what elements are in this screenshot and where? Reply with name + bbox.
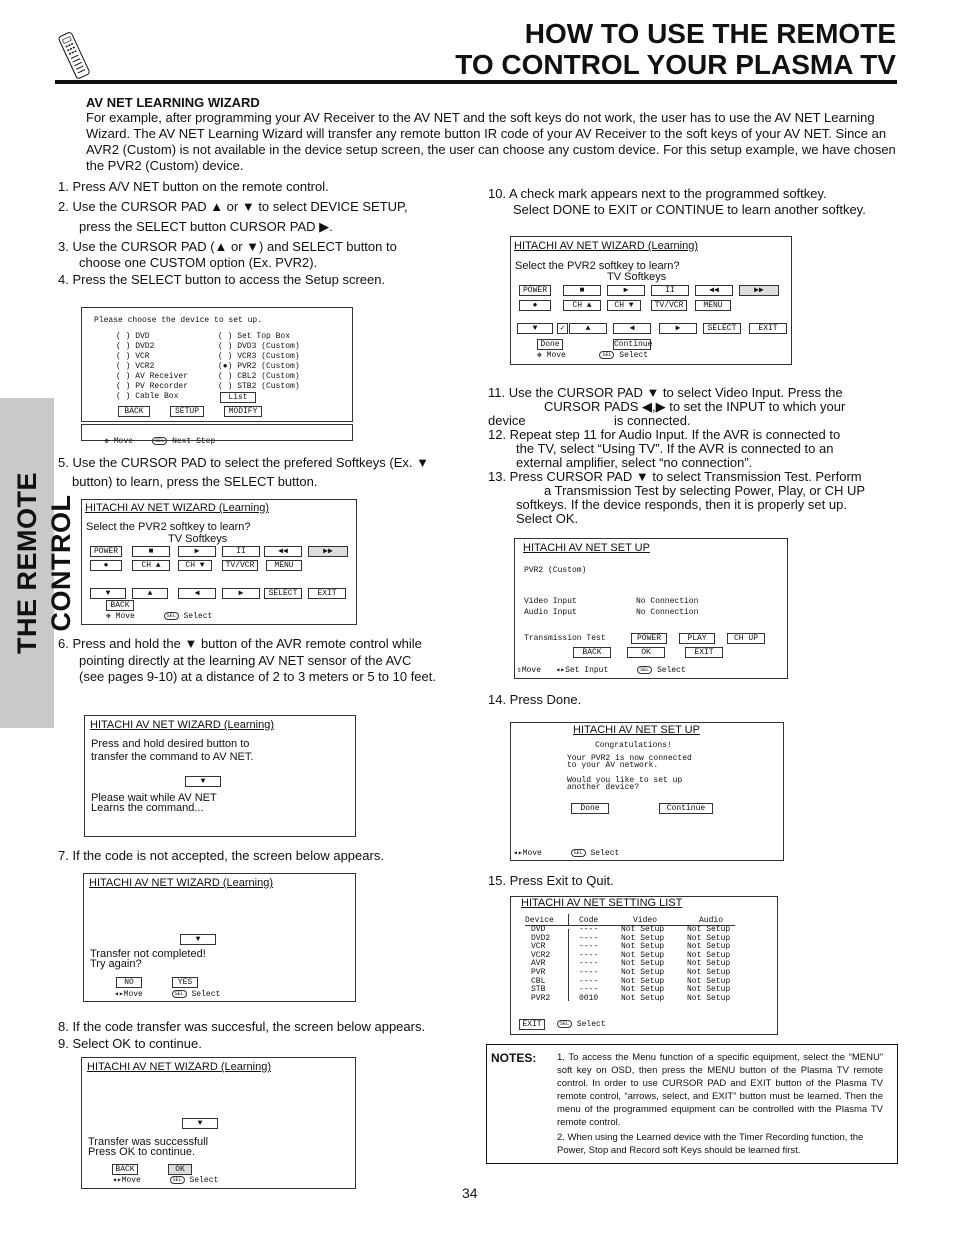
wait-line-2: Learns the command... (91, 802, 204, 814)
exit-key[interactable]: EXIT (749, 323, 787, 334)
left-key[interactable]: ◀ (178, 588, 216, 599)
done-button[interactable]: Done (537, 339, 563, 350)
nav-select: Select (619, 351, 649, 360)
step-11-device: device (488, 413, 526, 428)
step-12: 12. Repeat step 11 for Audio Input. If the AVR is connected to (488, 427, 841, 442)
audio-column: Not Setup Not Setup Not Setup Not Setup Not Setup Not Setup Not Setup Not Setup Not Setup (687, 925, 731, 1003)
continue-button[interactable]: Continue (614, 340, 653, 349)
record-key[interactable]: ● (90, 560, 122, 571)
sel-icon: SEL (637, 666, 652, 674)
device-list-left[interactable]: ( ) DVD ( ) DVD2 ( ) VCR ( ) VCR2 ( ) AV Receiver ( ) PV Recorder ( ) Cable Box (116, 332, 189, 401)
down-key[interactable]: ▼ (517, 323, 553, 334)
header-device: Device (525, 916, 554, 925)
nav-move: Move (522, 849, 542, 858)
right-key[interactable]: ▶ (222, 588, 260, 599)
sel-icon: SEL (571, 849, 586, 857)
stop-key[interactable]: ■ (132, 546, 170, 557)
screen-caption: HITACHI AV NET SET UP (573, 724, 700, 736)
step-5-cont: button) to learn, press the SELECT button. (72, 474, 318, 489)
move-icon: ✥ (106, 612, 111, 621)
page-number: 34 (462, 1185, 478, 1201)
play-key[interactable]: ▶ (178, 546, 216, 557)
screen-caption: HITACHI AV NET WIZARD (Learning) (514, 240, 698, 252)
column-divider (568, 929, 569, 1001)
ok-button[interactable]: OK (627, 647, 665, 658)
power-key[interactable]: POWER (90, 546, 122, 557)
ch-up-test-button[interactable]: CH UP (727, 633, 765, 644)
screen-caption: HITACHI AV NET WIZARD (Learning) (85, 502, 269, 514)
no-button[interactable]: NO (116, 977, 142, 988)
sel-icon: SEL (152, 437, 167, 445)
step-12-cont: the TV, select “Using TV”. If the AVR is connected to an (516, 441, 834, 456)
nav-move: Move (113, 437, 134, 446)
step-3: 3. Use the CURSOR PAD (▲ or ▼) and SELECT button to (58, 239, 397, 254)
nav-select: Select (191, 990, 221, 999)
step-14: 14. Press Done. (488, 692, 582, 707)
back-key[interactable]: BACK (106, 600, 134, 611)
nav-select: Select (189, 1176, 219, 1185)
continue-button[interactable]: Continue (659, 803, 713, 814)
device-nav-bar (81, 424, 353, 446)
yes-button[interactable]: YES (172, 977, 198, 988)
congrats-text: Congratulations! (595, 741, 672, 750)
setup-button[interactable]: SETUP (170, 406, 204, 417)
sel-icon: SEL (170, 1176, 185, 1184)
another-device-text: Would you like to set up another device? (567, 776, 683, 792)
screen-caption: HITACHI AV NET SET UP (523, 542, 650, 554)
nav-next: Next Step (172, 437, 216, 446)
screen-caption: HITACHI AV NET WIZARD (Learning) (89, 877, 273, 889)
pause-key[interactable]: II (651, 285, 689, 296)
transfer-failed-screen (83, 873, 356, 1002)
arrow-key: ▼ (182, 1118, 218, 1129)
step-2-cont: press the SELECT button CURSOR PAD ▶. (79, 219, 333, 234)
list-button[interactable]: List (220, 392, 256, 403)
sel-icon: SEL (557, 1020, 572, 1028)
step-13-cont: a Transmission Test by selecting Power, Play, or CH UP (544, 483, 866, 498)
up-down-icon: ⇕ (517, 666, 522, 675)
audio-input-value[interactable]: No Connection (636, 608, 699, 617)
pause-key[interactable]: II (222, 546, 260, 557)
tv-vcr-key[interactable]: TV/VCR (651, 300, 687, 311)
audio-input-label[interactable]: Audio Input (524, 608, 577, 617)
tv-vcr-key[interactable]: TV/VCR (222, 560, 258, 571)
header-code: Code (579, 916, 599, 925)
video-input-value[interactable]: No Connection (636, 597, 699, 606)
stop-key[interactable]: ■ (563, 285, 601, 296)
screen-caption: HITACHI AV NET WIZARD (Learning) (87, 1061, 271, 1073)
nav-set-input: Set Input (565, 666, 609, 675)
screen-caption: HITACHI AV NET WIZARD (Learning) (90, 719, 274, 731)
sel-icon: SEL (599, 351, 614, 359)
step-9: 9. Select OK to continue. (58, 1036, 202, 1051)
header-audio: Audio (699, 916, 724, 925)
transmission-test-label: Transmission Test (524, 634, 606, 643)
modify-button[interactable]: MODIFY (224, 406, 262, 417)
nav-select: Select (590, 849, 620, 858)
screen-caption: HITACHI AV NET SETTING LIST (521, 897, 683, 909)
record-key[interactable]: ● (519, 300, 551, 311)
up-key[interactable]: ▲ (569, 323, 607, 334)
nav-move: Move (123, 990, 143, 999)
power-key[interactable]: POWER (519, 285, 551, 296)
exit-button[interactable]: EXIT (519, 1019, 545, 1030)
step-11-cont: CURSOR PADS ◀,▶ to set the INPUT to which your (544, 399, 846, 414)
menu-key[interactable]: MENU (266, 560, 302, 571)
left-right-icon: ◂▸ (513, 849, 523, 858)
step-11: 11. Use the CURSOR PAD ▼ to select Video Input. Press the (488, 385, 843, 400)
title-line-2: TO CONTROL YOUR PLASMA TV (455, 49, 896, 80)
check-mark-icon: ✓ (557, 323, 568, 334)
section-heading: AV NET LEARNING WIZARD (86, 95, 260, 110)
video-input-label[interactable]: Video Input (524, 597, 577, 606)
device-list-right[interactable]: ( ) Set Top Box ( ) DVD3 (Custom) ( ) VCR3 (Custom) (●) PVR2 (Custom) ( ) CBL2 (Custom) ( ) STB2 (Custom) (218, 332, 300, 391)
device-setup-screen (81, 307, 353, 422)
left-right-icon: ◂▸ (112, 1176, 122, 1185)
exit-key[interactable]: EXIT (308, 588, 346, 599)
header-rule (55, 80, 897, 84)
wait-line-1: Please wait while AV NET (91, 792, 217, 804)
title-line-1: HOW TO USE THE REMOTE (524, 18, 896, 49)
step-13: 13. Press CURSOR PAD ▼ to select Transmission Test. Perform (488, 469, 862, 484)
softkey-label: TV Softkeys (607, 271, 667, 283)
note-2: 2. When using the Learned device with the Timer Recording function, the Power, Stop and Record soft Keys should be learned first. (557, 1132, 864, 1156)
fail-line-1: Transfer not completed! (90, 948, 206, 960)
code-column: ---- ---- ---- ---- ---- ---- ---- ---- 0010 (579, 925, 599, 1003)
step-5: 5. Use the CURSOR PAD to select the prefered Softkeys (Ex. ▼ (58, 455, 429, 470)
video-column: Not Setup Not Setup Not Setup Not Setup Not Setup Not Setup Not Setup Not Setup Not Setup (621, 925, 665, 1003)
back-button[interactable]: BACK (118, 406, 150, 417)
remote-control-icon (55, 30, 95, 80)
page-title (296, 18, 896, 80)
step-15: 15. Press Exit to Quit. (488, 873, 614, 888)
learning-screen (84, 715, 356, 837)
play-key[interactable]: ▶ (607, 285, 645, 296)
menu-key[interactable]: MENU (695, 300, 731, 311)
fastforward-key[interactable]: ▶▶ (308, 546, 348, 557)
nav-select: Select (576, 1020, 606, 1030)
step-6-cont: pointing directly at the learning AV NET sensor of the AVC (79, 653, 412, 668)
success-line-1: Transfer was successfull (88, 1136, 209, 1148)
select-key[interactable]: SELECT (264, 588, 302, 599)
step-10-cont: Select DONE to EXIT or CONTINUE to learn another softkey. (513, 202, 866, 217)
device-prompt: Please choose the device to set up. (94, 316, 263, 325)
nav-move: Move (521, 666, 542, 675)
transfer-success-screen (81, 1057, 356, 1189)
step-10: 10. A check mark appears next to the programmed softkey. (488, 186, 827, 201)
device-name: PVR2 (Custom) (524, 566, 587, 575)
note-1: 1. To access the Menu function of a specific equipment, select the “MENU” soft key on OSD, then press the MENU button of the Plasma TV remote control. In order to use CURSOR PAD and EXIT button of the Plasma TV remote control, “arrows, select, and EXIT” button must be learned. Then the menu of the programmed equipment can be controlled with the Plasma TV remote control. (557, 1052, 883, 1128)
left-key[interactable]: ◀ (613, 323, 651, 334)
success-line-2: Press OK to continue. (88, 1146, 195, 1158)
sel-icon: SEL (164, 612, 179, 620)
ch-down-key[interactable]: CH ▼ (178, 560, 212, 571)
device-column: DVD DVD2 VCR VCR2 AVR PVR CBL STB PVR2 (531, 925, 551, 1003)
av-net-setup-screen (514, 538, 788, 679)
step-1: 1. Press A/V NET button on the remote control. (58, 179, 329, 194)
power-test-button[interactable]: POWER (631, 633, 667, 644)
step-3-cont: choose one CUSTOM option (Ex. PVR2). (79, 255, 318, 270)
move-icon: ✥ (104, 437, 110, 446)
step-13-cont-3: Select OK. (516, 511, 579, 526)
step-7: 7. If the code is not accepted, the screen below appears. (58, 848, 384, 863)
connected-text: Your PVR2 is now connected to your AV network. (567, 754, 692, 770)
step-13-cont-2: softkeys. If the device responds, then it is properly set up. (516, 497, 847, 512)
select-key[interactable]: SELECT (703, 323, 741, 334)
nav-move: Move (546, 351, 566, 360)
learn-line-2: transfer the command to AV NET. (91, 751, 254, 763)
setup-complete-screen (510, 722, 784, 861)
softkey-prompt: Select the PVR2 softkey to learn? (86, 521, 251, 533)
step-6-cont-2: (see pages 9-10) at a distance of 2 to 3 meters or 5 to 10 feet. (79, 669, 436, 684)
learn-line-1: Press and hold desired button to (91, 738, 250, 750)
nav-move: Move (121, 1176, 141, 1185)
step-4: 4. Press the SELECT button to access the Setup screen. (58, 272, 386, 287)
ok-button[interactable]: OK (168, 1164, 192, 1175)
exit-button[interactable]: EXIT (685, 647, 723, 658)
up-key[interactable]: ▲ (132, 588, 168, 599)
done-button[interactable]: Done (571, 803, 609, 814)
rewind-key[interactable]: ◀◀ (264, 546, 302, 557)
ch-down-key[interactable]: CH ▼ (607, 300, 641, 311)
setting-list-screen (510, 896, 778, 1035)
step-6: 6. Press and hold the ▼ button of the AVR remote control while (58, 636, 422, 651)
arrow-key: ▼ (180, 934, 216, 945)
side-tab-label: THE REMOTE CONTROL (12, 472, 76, 655)
softkey-prompt: Select the PVR2 softkey to learn? (515, 260, 680, 272)
header-video: Video (633, 916, 658, 925)
step-12-cont-2: external amplifier, select “no connection”. (516, 455, 753, 470)
back-button[interactable]: BACK (573, 647, 611, 658)
step-2: 2. Use the CURSOR PAD ▲ or ▼ to select DEVICE SETUP, (58, 199, 408, 214)
nav-move: Move (115, 612, 135, 621)
nav-select: Select (656, 666, 686, 675)
fail-line-2: Try again? (90, 958, 142, 970)
move-icon: ✥ (537, 351, 542, 360)
down-key[interactable]: ▼ (90, 588, 126, 599)
left-right-icon: ◂▸ (114, 990, 124, 999)
right-key[interactable]: ▶ (659, 323, 697, 334)
ch-up-key[interactable]: CH ▲ (563, 300, 601, 311)
softkey-learn-screen (81, 499, 357, 625)
softkey-checked-screen (510, 236, 792, 365)
back-button[interactable]: BACK (112, 1164, 138, 1175)
nav-select: Select (183, 612, 213, 621)
play-test-button[interactable]: PLAY (679, 633, 715, 644)
step-8: 8. If the code transfer was succesful, the screen below appears. (58, 1019, 426, 1034)
fastforward-key[interactable]: ▶▶ (739, 285, 779, 296)
intro-paragraph: For example, after programming your AV Receiver to the AV NET and the soft keys do not work, the user has to use the AV NET Learning Wizard. The AV NET Learning Wizard will transfer any remote button IR code of your AV Receiver to the soft keys of your AV NET. Since an AVR2 (Custom) is not available in the device setup screen, the user can choose any custom device. For this setup example, we have chosen the PVR2 (Custom) device. (86, 110, 896, 173)
arrow-key: ▼ (185, 776, 221, 787)
softkey-label: TV Softkeys (168, 533, 228, 545)
notes-label: NOTES: (491, 1051, 537, 1065)
left-right-icon: ◂▸ (555, 666, 566, 675)
sel-icon: SEL (172, 990, 187, 998)
step-11-end: is connected. (614, 413, 691, 428)
ch-up-key[interactable]: CH ▲ (132, 560, 170, 571)
rewind-key[interactable]: ◀◀ (695, 285, 733, 296)
notes-box (486, 1044, 898, 1164)
